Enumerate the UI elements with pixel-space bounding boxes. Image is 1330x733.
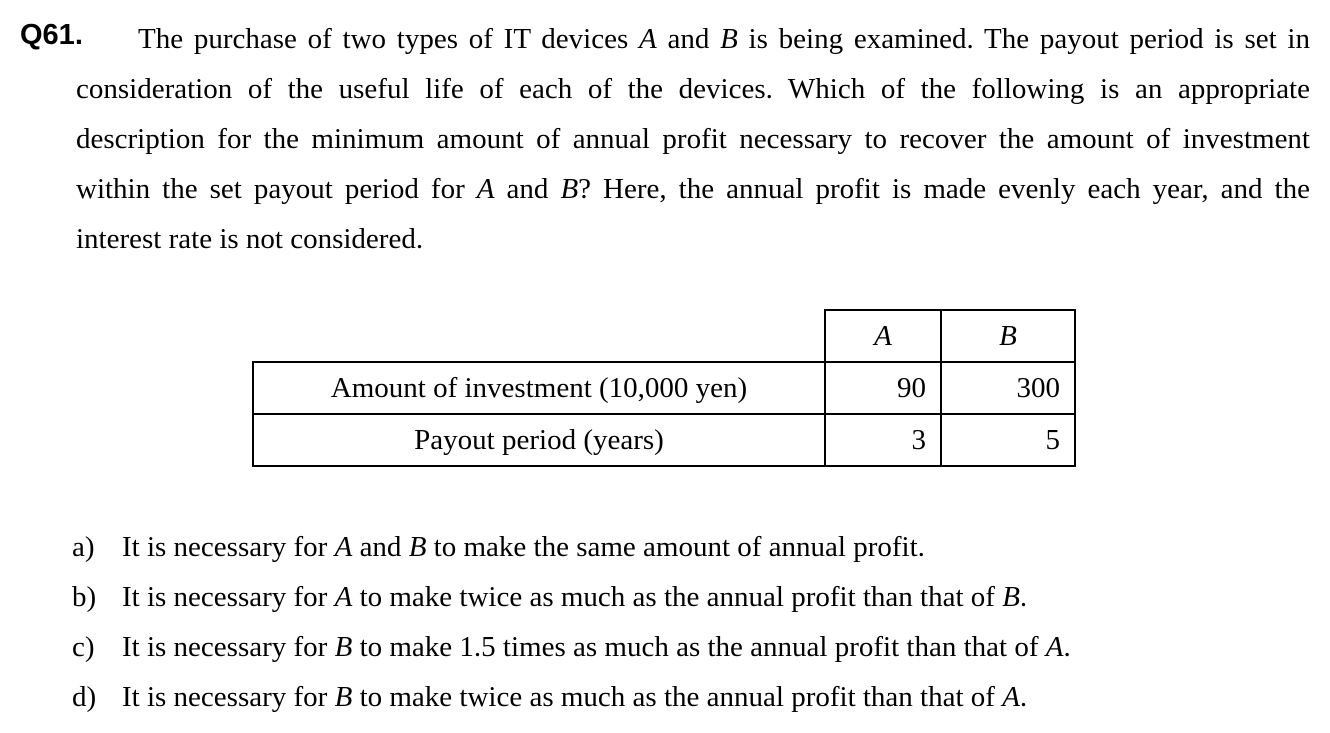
option-text <box>122 681 1027 713</box>
variable-name: B <box>334 631 353 663</box>
variable-name: A <box>334 581 353 613</box>
variable-name: A <box>638 23 657 55</box>
option-text <box>122 531 925 563</box>
cell-investment-a: 90 <box>825 362 941 414</box>
text-segment: to make twice as much as the annual profit than that of <box>352 681 1003 713</box>
option-b[interactable] <box>72 572 1071 622</box>
text-segment: It is necessary for <box>122 531 335 563</box>
table-corner <box>253 310 825 362</box>
question-number: Q61. <box>20 19 83 51</box>
text-segment: . <box>1063 631 1071 663</box>
text-segment: It is necessary for <box>122 681 335 713</box>
option-letter: a) <box>72 531 95 563</box>
text-segment: It is necessary for <box>122 581 335 613</box>
variable-name: A <box>1045 631 1064 663</box>
variable-name: A <box>1002 681 1020 713</box>
option-text <box>122 631 1071 663</box>
text-segment: It is necessary for <box>122 631 335 663</box>
option-text <box>122 581 1027 613</box>
text-segment: The purchase of two types of IT devices <box>138 23 639 55</box>
option-a[interactable] <box>72 522 1071 572</box>
investment-table <box>252 309 1076 467</box>
variable-name: B <box>334 681 353 713</box>
text-segment: and <box>352 531 409 563</box>
text-segment: and <box>494 173 561 205</box>
table-row <box>253 362 1075 414</box>
option-c[interactable] <box>72 622 1071 672</box>
cell-investment-b: 300 <box>941 362 1075 414</box>
question-stem <box>76 14 1310 264</box>
option-letter: c) <box>72 631 95 663</box>
answer-options <box>72 522 1071 722</box>
variable-name: B <box>560 173 579 205</box>
text-segment: ? Here, the annual profit is made evenly each year, and the interest rate is not considered. <box>76 173 1310 255</box>
variable-name: A <box>334 531 353 563</box>
column-header-a: A <box>825 310 941 362</box>
row-label-payout: Payout period (years) <box>253 414 825 466</box>
cell-payout-a: 3 <box>825 414 941 466</box>
text-segment: to make 1.5 times as much as the annual profit than that of <box>352 631 1046 663</box>
text-segment: is being examined. The payout period is set in consideration of the useful life of each of the devices. Which of the following is an appropriate description for the minimum amount of annual profit necessary to recover the amount of investment within the set payout period for <box>76 23 1310 205</box>
variable-name: B <box>720 23 738 55</box>
variable-name: A <box>476 173 495 205</box>
option-letter: d) <box>72 681 97 713</box>
text-segment: . <box>1019 681 1028 713</box>
cell-payout-b: 5 <box>941 414 1075 466</box>
row-label-investment: Amount of investment (10,000 yen) <box>253 362 825 414</box>
table-row <box>253 414 1075 466</box>
table-header-row <box>253 310 1075 362</box>
text-segment: and <box>656 23 721 55</box>
option-letter: b) <box>72 581 97 613</box>
variable-name: B <box>408 531 427 563</box>
variable-name: B <box>1002 581 1020 613</box>
text-segment: to make the same amount of annual profit. <box>426 531 925 563</box>
option-d[interactable] <box>72 672 1071 722</box>
text-segment: to make twice as much as the annual profit than that of <box>352 581 1003 613</box>
column-header-b: B <box>941 310 1075 362</box>
text-segment: . <box>1019 581 1028 613</box>
